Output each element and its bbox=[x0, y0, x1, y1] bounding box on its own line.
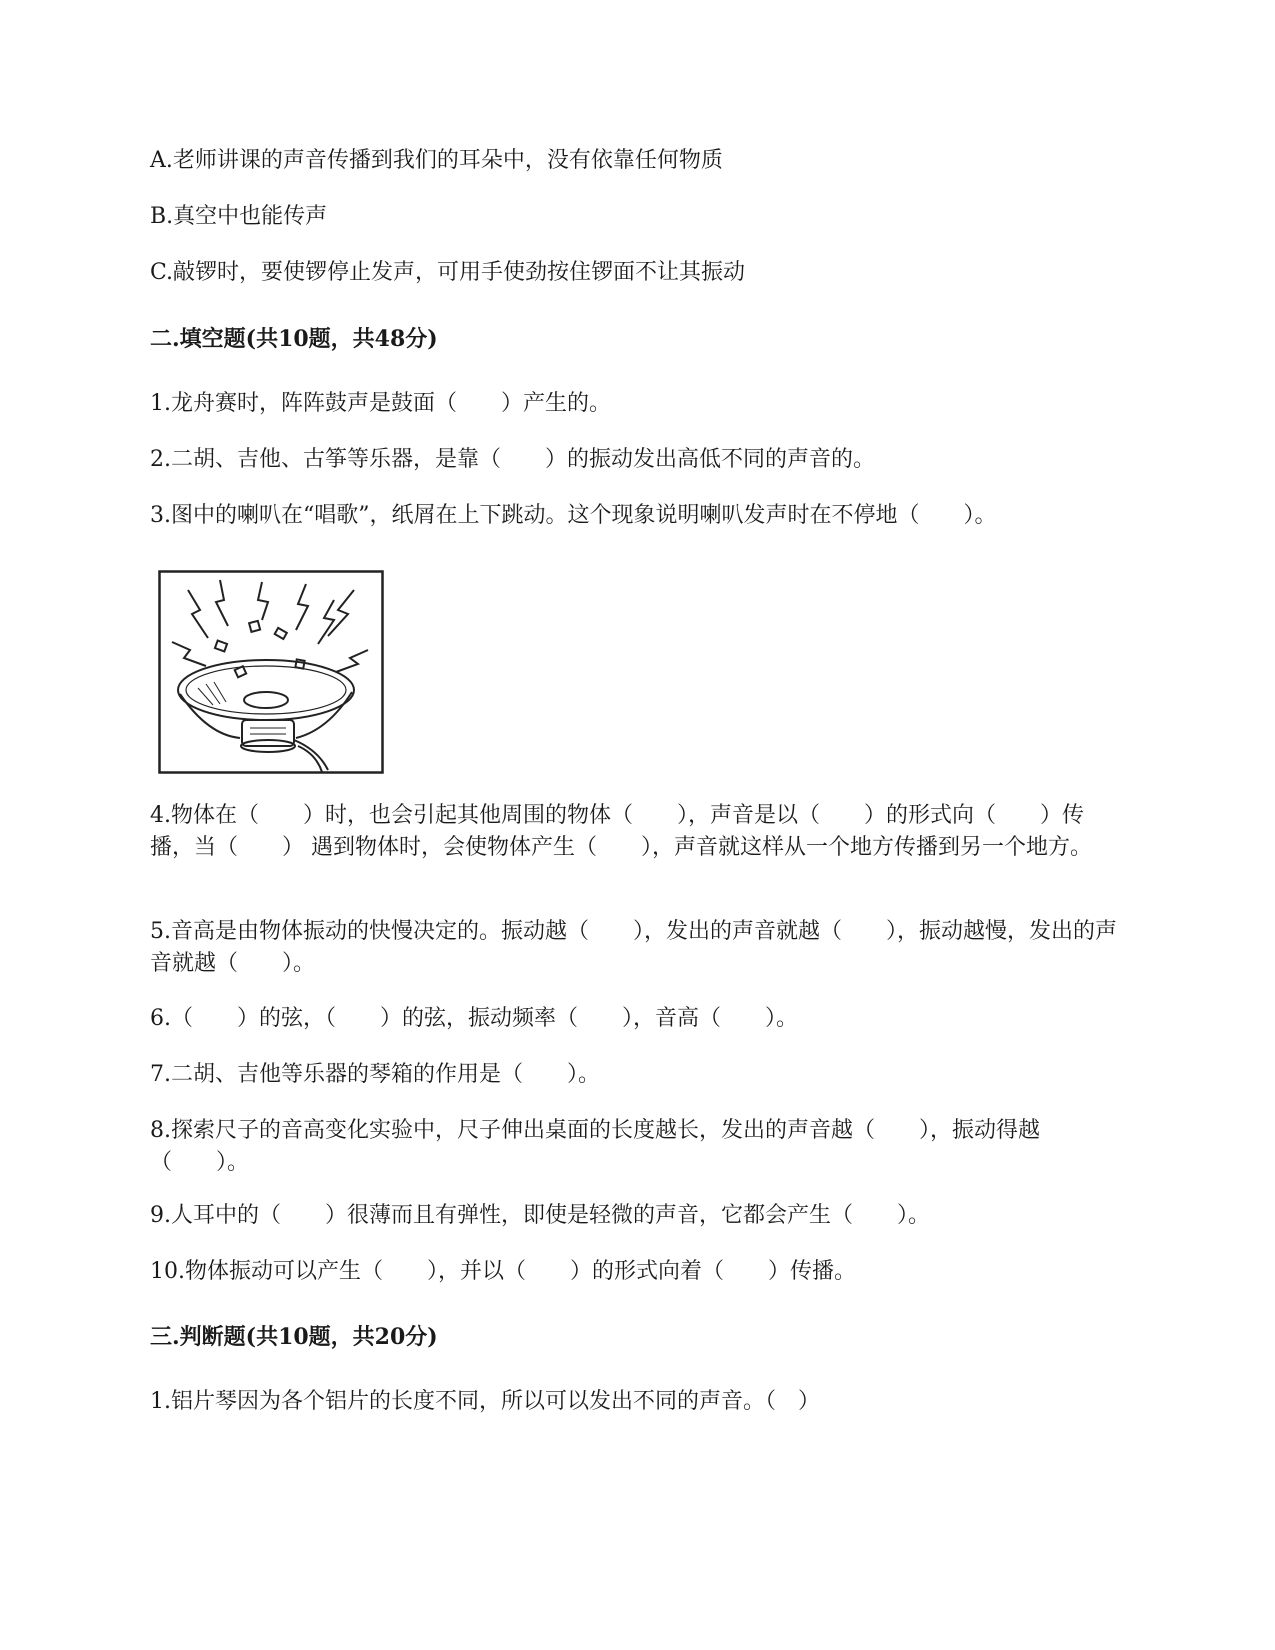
fill-question-4: 4.物体在（ ）时，也会引起其他周围的物体（ ），声音是以（ ）的形式向（ ）传播，当（ ） 遇到物体时，会使物体产生（ ），声音就这样从一个地方传播到另一个地方。 bbox=[150, 803, 1092, 860]
option-c: C.敲锣时，要使锣停止发声，可用手使劲按住锣面不让其振动 bbox=[150, 260, 746, 285]
speaker-illustration bbox=[158, 570, 384, 774]
judge-question-1: 1.铝片琴因为各个铝片的长度不同，所以可以发出不同的声音。（ ） bbox=[150, 1389, 820, 1414]
option-a: A.老师讲课的声音传播到我们的耳朵中，没有依靠任何物质 bbox=[150, 148, 723, 173]
fill-question-3: 3.图中的喇叭在“唱歌”，纸屑在上下跳动。这个现象说明喇叭发声时在不停地（ ）。 bbox=[150, 503, 997, 528]
fill-question-10: 10.物体振动可以产生（ ），并以（ ）的形式向着（ ）传播。 bbox=[150, 1259, 856, 1284]
fill-question-8: 8.探索尺子的音高变化实验中，尺子伸出桌面的长度越长，发出的声音越（ ），振动得越（ ）。 bbox=[150, 1118, 1040, 1175]
fill-question-5: 5.音高是由物体振动的快慢决定的。振动越（ ），发出的声音就越（ ），振动越慢，发出的声音就越（ ）。 bbox=[150, 919, 1117, 976]
fill-question-2: 2.二胡、吉他、古筝等乐器，是靠（ ）的振动发出高低不同的声音的。 bbox=[150, 447, 875, 472]
fill-question-6: 6.（ ）的弦，（ ）的弦，振动频率（ ），音高（ ）。 bbox=[150, 1006, 798, 1031]
fill-question-9: 9.人耳中的（ ）很薄而且有弹性，即使是轻微的声音，它都会产生（ ）。 bbox=[150, 1203, 930, 1228]
section-3-heading: 三.判断题(共10题，共20分) bbox=[150, 1324, 438, 1350]
fill-question-7: 7.二胡、吉他等乐器的琴箱的作用是（ ）。 bbox=[150, 1062, 600, 1087]
section-2-heading: 二.填空题(共10题，共48分) bbox=[150, 326, 438, 352]
option-b: B.真空中也能传声 bbox=[150, 204, 328, 229]
fill-question-1: 1.龙舟赛时，阵阵鼓声是鼓面（ ）产生的。 bbox=[150, 391, 611, 416]
